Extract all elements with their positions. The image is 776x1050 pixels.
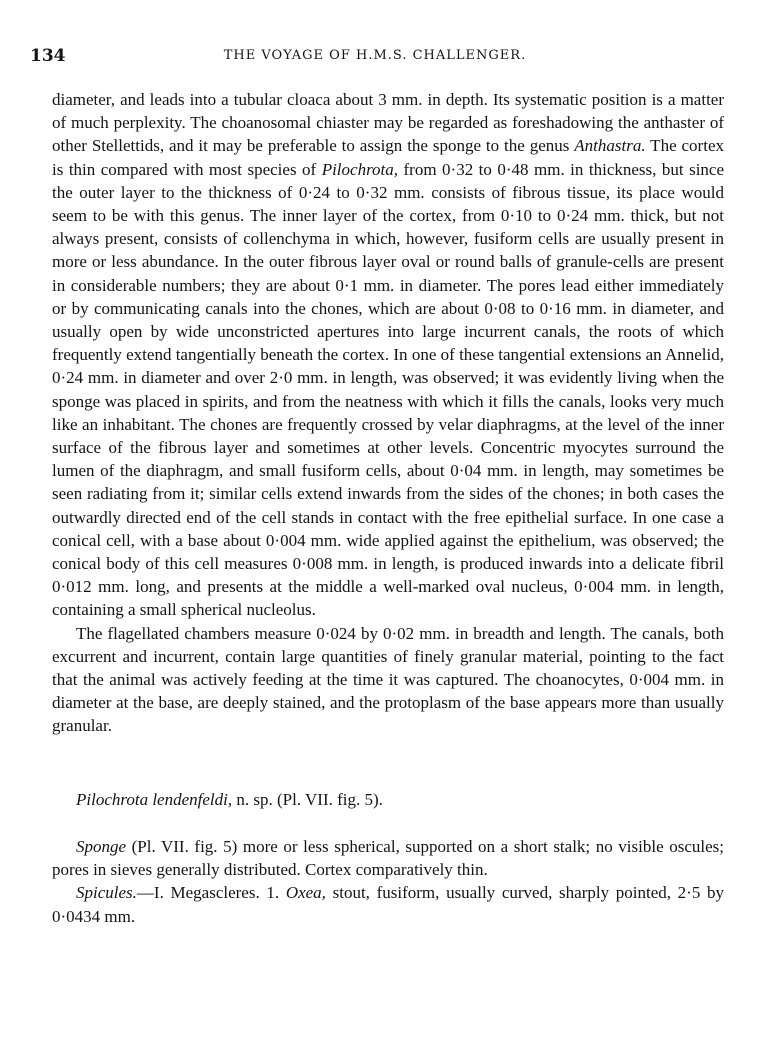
paragraph-flagellated-chambers: The flagellated chambers measure 0·024 by 0·02 mm. in breadth and length. The canals, both excurrent and incurrent, contain large quantities of finely granular material, pointing to the fact that the animal was actively feeding at the time it was captured. The choanocytes, 0·004 mm. in diameter at the base, are deeply stained, and the protoplasm of the base appears more than usually granular. [52, 623, 724, 736]
species-heading [52, 788, 724, 811]
body-text [52, 88, 724, 928]
genus-name: Pilochrota, [321, 159, 399, 179]
running-title: THE VOYAGE OF H.M.S. CHALLENGER. [223, 48, 527, 63]
species-reference: n. sp. (Pl. VII. fig. 5). [232, 789, 383, 809]
paragraph-cortex-description [52, 88, 724, 622]
text-run: diameter, and leads into a tubular cloaca about 3 mm. in depth. Its systematic position is a matter of much perplexity. The choanosomal chiaster may be regarded as foreshadowing the anthaster of other Stellettids, and it may be preferable to assign the sponge to the genus [52, 90, 724, 156]
text-run: —I. Megascleres. 1. [136, 883, 286, 903]
paragraph-sponge [52, 835, 724, 881]
sponge-label: Sponge [76, 836, 127, 856]
spicule-type: Oxea, [285, 883, 326, 903]
text-run: stout, fusiform, usually curved, sharply pointed, 2·5 by 0·0434 mm. [52, 883, 725, 926]
page-number: 134 [30, 46, 66, 66]
species-name: Pilochrota lendenfeldi, [76, 789, 233, 809]
text-run: from 0·32 to 0·48 mm. in thickness, but since the outer layer to the thickness of 0·24 to 0·32 mm. consists of fibrous tissue, its place would seem to be with this genus. The inner layer of the cortex, from 0·10 to 0·24 mm. thick, but not always present, consists of collenchyma in which, however, fusiform cells are usually present in more or less abundance. In the outer fibrous layer oval or round balls of granule-cells are present in considerable numbers; they are about 0·1 mm. in diameter. The pores lead either immediately or by communicating canals into the chones, which are about 0·08 to 0·16 mm. in diameter, and usually open by wide unconstricted apertures into large incurrent canals, the roots of which frequently extend tangentially beneath the cortex. In one of these tangential extensions an Annelid, 0·24 mm. in diameter and over 2·0 mm. in length, was observed; it was evidently living when the sponge was placed in spirits, and from the neatness with which it fills the canals, looks very much like an inhabitant. The chones are frequently crossed by velar diaphragms, at the level of the inner surface of the fibrous layer and sometimes at other levels. Concentric myocytes surround the lumen of the diaphragm, and small fusiform cells, about 0·04 mm. in length, may sometimes be seen radiating from it; similar cells extend inwards from the sides of the chones; in both cases the outwardly directed end of the cell stands in contact with the free epithelial surface. In one case a conical cell, with a base about 0·004 mm. wide applied against the epithelium, was observed; the conical body of this cell measures 0·008 mm. in length, is produced inwards into a delicate fibril 0·012 mm. long, and presents at the middle a well-marked oval nucleus, 0·004 mm. in length, containing a small spherical nucleolus. [52, 159, 725, 620]
page-header [30, 46, 720, 70]
text-run: (Pl. VII. fig. 5) more or less spherical, supported on a short stalk; no visible oscules; pores in sieves generally distributed. Cortex comparatively thin. [52, 836, 724, 880]
spicules-label: Spicules. [76, 883, 137, 903]
paragraph-spicules [52, 881, 724, 927]
genus-name: Anthastra. [574, 136, 646, 156]
text-run: The cortex is thin compared with most species of [52, 136, 724, 179]
